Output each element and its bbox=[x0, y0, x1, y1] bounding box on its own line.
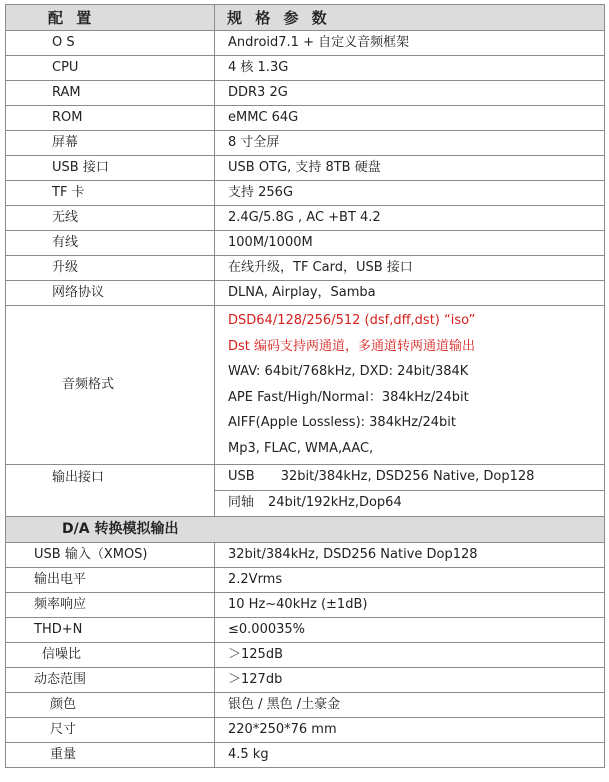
header-spec: 规 格 参 数 bbox=[215, 5, 605, 31]
row-value: 220*250*76 mm bbox=[215, 717, 605, 742]
row-value: 8 寸全屏 bbox=[215, 131, 605, 156]
row-label: O S bbox=[6, 31, 215, 56]
output-usb bbox=[215, 464, 605, 490]
row-label: USB 接口 bbox=[6, 156, 215, 181]
table-header bbox=[6, 5, 605, 31]
format-line: WAV: 64bit/768kHz, DXD: 24bit/384K bbox=[228, 364, 469, 380]
table-row bbox=[6, 667, 605, 692]
row-label: 输出接口 bbox=[6, 464, 215, 516]
table-row bbox=[6, 642, 605, 667]
row-value: 在线升级，TF Card，USB 接口 bbox=[215, 256, 605, 281]
row-label: 频率响应 bbox=[6, 592, 215, 617]
row-label: RAM bbox=[6, 81, 215, 106]
format-line: APE Fast/High/Normal：384kHz/24bit bbox=[228, 389, 469, 405]
row-value: 32bit/384kHz, DSD256 Native Dop128 bbox=[215, 542, 605, 567]
table-row bbox=[6, 181, 605, 206]
table-row bbox=[6, 717, 605, 742]
format-line: DSD64/128/256/512 (dsf,dff,dst) “iso” bbox=[228, 313, 476, 328]
row-label: CPU bbox=[6, 56, 215, 81]
output-coax bbox=[215, 490, 605, 516]
row-label: ROM bbox=[6, 106, 215, 131]
row-label: 无线 bbox=[6, 206, 215, 231]
row-label: THD+N bbox=[6, 617, 215, 642]
row-value: 4 核 1.3G bbox=[215, 56, 605, 81]
table-row bbox=[6, 156, 605, 181]
row-value: ＞127db bbox=[215, 667, 605, 692]
section-title: D/A 转换模拟输出 bbox=[6, 516, 605, 542]
row-label: 重量 bbox=[6, 742, 215, 767]
row-value: Android7.1 + 自定义音频框架 bbox=[215, 31, 605, 56]
format-line: AIFF(Apple Lossless): 384kHz/24bit bbox=[228, 415, 456, 431]
table-row bbox=[6, 281, 605, 306]
row-label: 尺寸 bbox=[6, 717, 215, 742]
table-row bbox=[6, 256, 605, 281]
row-value: eMMC 64G bbox=[215, 106, 605, 131]
table-row bbox=[6, 742, 605, 767]
row-value: 2.4G/5.8G , AC +BT 4.2 bbox=[215, 206, 605, 231]
table-row bbox=[6, 617, 605, 642]
row-label: 有线 bbox=[6, 231, 215, 256]
table-row bbox=[6, 692, 605, 717]
row-value: DDR3 2G bbox=[215, 81, 605, 106]
table-row bbox=[6, 81, 605, 106]
format-line: Mp3, FLAC, WMA,AAC, bbox=[228, 440, 374, 456]
row-label: 动态范围 bbox=[6, 667, 215, 692]
row-value: USB OTG, 支持 8TB 硬盘 bbox=[215, 156, 605, 181]
table-row bbox=[6, 542, 605, 567]
output-usb-name: USB bbox=[228, 469, 255, 485]
row-label: 屏幕 bbox=[6, 131, 215, 156]
table-row bbox=[6, 106, 605, 131]
audio-format-list bbox=[215, 306, 605, 465]
table-row bbox=[6, 56, 605, 81]
row-value: 2.2Vrms bbox=[215, 567, 605, 592]
table-row bbox=[6, 206, 605, 231]
table-row bbox=[6, 131, 605, 156]
table-row bbox=[6, 567, 605, 592]
row-value: ＞125dB bbox=[215, 642, 605, 667]
row-label: 信噪比 bbox=[6, 642, 215, 667]
row-label: 升级 bbox=[6, 256, 215, 281]
table-row bbox=[6, 31, 605, 56]
row-value: DLNA, Airplay，Samba bbox=[215, 281, 605, 306]
spec-table bbox=[5, 4, 605, 768]
row-label: 音频格式 bbox=[6, 306, 215, 465]
row-label: USB 输入（XMOS) bbox=[6, 542, 215, 567]
output-usb-row bbox=[6, 464, 605, 490]
output-usb-spec: 32bit/384kHz, DSD256 Native, Dop128 bbox=[280, 469, 535, 485]
output-coax-spec: 24bit/192kHz,Dop64 bbox=[268, 495, 402, 511]
row-label: 输出电平 bbox=[6, 567, 215, 592]
header-config: 配 置 bbox=[6, 5, 215, 31]
row-value: 100M/1000M bbox=[215, 231, 605, 256]
row-label: 网络协议 bbox=[6, 281, 215, 306]
row-value: ≤0.00035% bbox=[215, 617, 605, 642]
section-header bbox=[6, 516, 605, 542]
row-value: 银色 / 黑色 /土豪金 bbox=[215, 692, 605, 717]
row-value: 4.5 kg bbox=[215, 742, 605, 767]
row-label: TF 卡 bbox=[6, 181, 215, 206]
row-value: 支持 256G bbox=[215, 181, 605, 206]
row-label: 颜色 bbox=[6, 692, 215, 717]
output-coax-name: 同轴 bbox=[228, 495, 255, 511]
audio-format-row bbox=[6, 306, 605, 465]
table-row bbox=[6, 592, 605, 617]
format-line: Dst 编码支持两通道，多通道转两通道输出 bbox=[228, 338, 476, 354]
spec-sheet bbox=[5, 4, 604, 768]
table-row bbox=[6, 231, 605, 256]
row-value: 10 Hz~40kHz (±1dB) bbox=[215, 592, 605, 617]
